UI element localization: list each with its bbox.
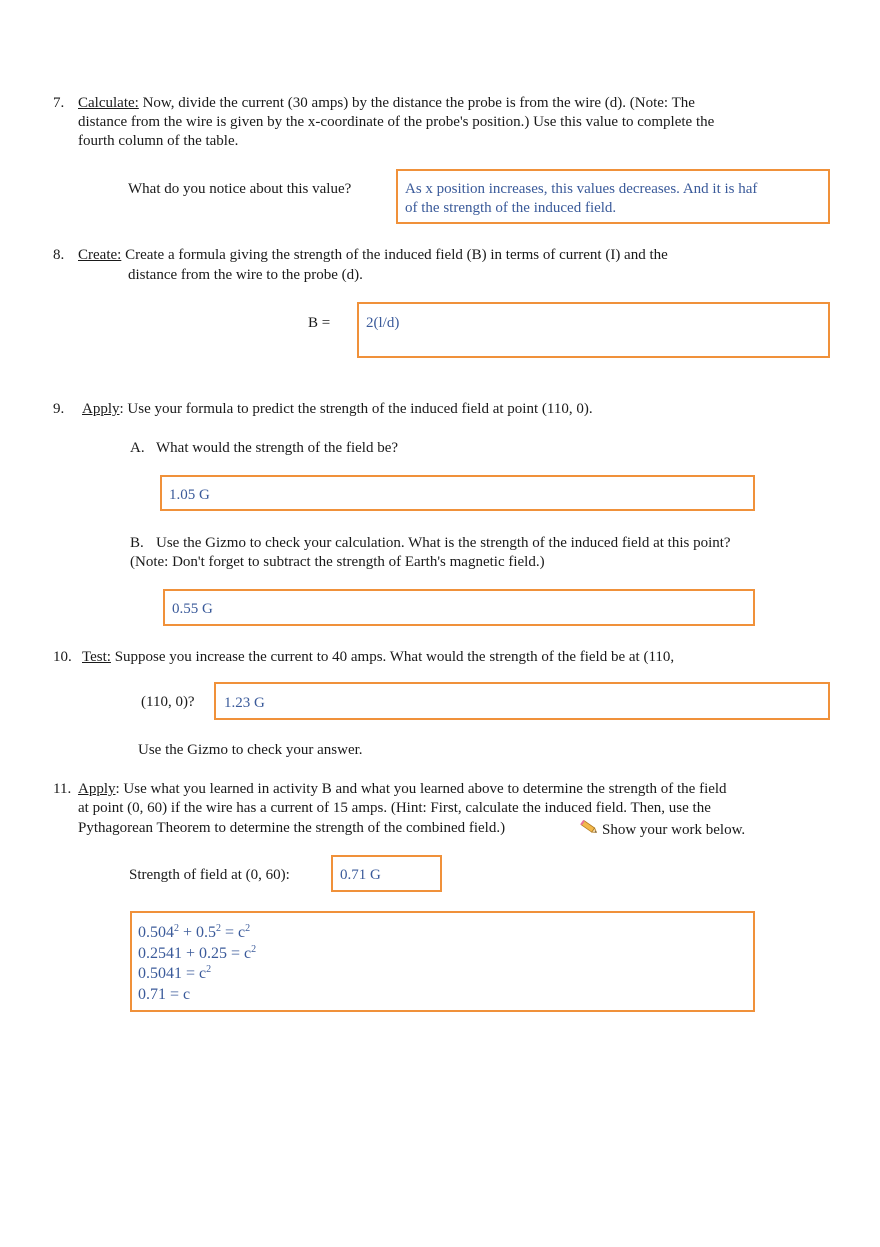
q7-answer-line1: As x position increases, this values decreases. And it is haf (405, 181, 758, 197)
q8-answer-box[interactable] (357, 302, 830, 358)
q8-text-line2: distance from the wire to the probe (d). (128, 267, 363, 283)
q10-number: 10. (53, 649, 72, 665)
q9a-answer: 1.05 G (169, 487, 210, 503)
q7-label: Calculate: (78, 95, 139, 111)
q8-prompt: B = (308, 315, 331, 331)
q10-answer-box[interactable] (214, 682, 830, 720)
q8-label: Create: (78, 247, 122, 263)
q9-line1 (82, 400, 593, 419)
q11-answer-box[interactable] (331, 855, 442, 892)
q7-prompt: What do you notice about this value? (128, 181, 352, 197)
q9-number: 9. (53, 401, 65, 417)
q7-answer-box[interactable] (396, 169, 830, 224)
q10-line1 (82, 648, 674, 667)
q9b-text-line2: (Note: Don't forget to subtract the strength of Earth's magnetic field.) (130, 554, 545, 570)
q11-work-line4: 0.71 = c (138, 985, 191, 1003)
q7-text-line1: Now, divide the current (30 amps) by the distance the probe is from the wire (d). (Note: The (142, 95, 695, 111)
q7-line1 (78, 94, 695, 113)
q11-show-work-text: Show your work below. (602, 822, 746, 838)
q11-work-box[interactable] (130, 911, 755, 1012)
q11-work-line3: $0.5041 = c^2$ (138, 964, 212, 982)
q9a-text: What would the strength of the field be? (156, 440, 399, 456)
q7-number: 7. (53, 95, 65, 111)
q9a-answer-box[interactable] (160, 475, 755, 511)
q9b-letter: B. (130, 535, 144, 551)
q8-answer: 2(l/d) (366, 315, 400, 331)
q11-line1 (78, 780, 727, 799)
q10-check: Use the Gizmo to check your answer. (138, 742, 363, 758)
q7-text-line2: distance from the wire is given by the x-coordinate of the probe's position.) Use this value to complete the (78, 114, 715, 130)
q11-show-work (580, 819, 745, 842)
q10-prompt: (110, 0)? (141, 694, 195, 710)
q9a-letter: A. (130, 440, 145, 456)
q7-text-line3: fourth column of the table. (78, 133, 239, 149)
q11-answer: 0.71 G (340, 867, 381, 883)
q11-work-line1: $0.504^2 + 0.5^2 = c^2$ (138, 923, 251, 941)
q11-label: Apply (78, 781, 116, 797)
q9-label: Apply (82, 401, 120, 417)
q11-text-line2: at point (0, 60) if the wire has a current of 15 amps. (Hint: First, calculate the induced field. Then, use the (78, 800, 711, 816)
q9-text-line1: : Use your formula to predict the strength of the induced field at point (110, 0). (119, 401, 593, 417)
q11-work-line2: $0.2541 + 0.25 = c^2$ (138, 943, 257, 962)
q8-line1 (78, 246, 668, 265)
q9b-answer: 0.55 G (172, 601, 213, 617)
q11-number: 11. (53, 781, 72, 797)
q8-text-line1: Create a formula giving the strength of the induced field (B) in terms of current (I) and the (125, 247, 668, 263)
q10-answer: 1.23 G (224, 695, 265, 711)
q11-prompt: Strength of field at (0, 60): (129, 867, 290, 883)
q8-number: 8. (53, 247, 65, 263)
q10-text-line1: Suppose you increase the current to 40 amps. What would the strength of the field be at (110, (114, 649, 675, 665)
pencil-icon (580, 819, 599, 842)
q9b-text-line1: Use the Gizmo to check your calculation. What is the strength of the induced field at this point? (156, 535, 731, 551)
q9b-answer-box[interactable] (163, 589, 755, 626)
q11-text-line1: : Use what you learned in activity B and what you learned above to determine the strength of the field (115, 781, 727, 797)
q10-label: Test: (82, 649, 111, 665)
q7-answer-line2: of the strength of the induced field. (405, 200, 617, 216)
q11-text-line3: Pythagorean Theorem to determine the strength of the combined field.) (78, 820, 506, 836)
